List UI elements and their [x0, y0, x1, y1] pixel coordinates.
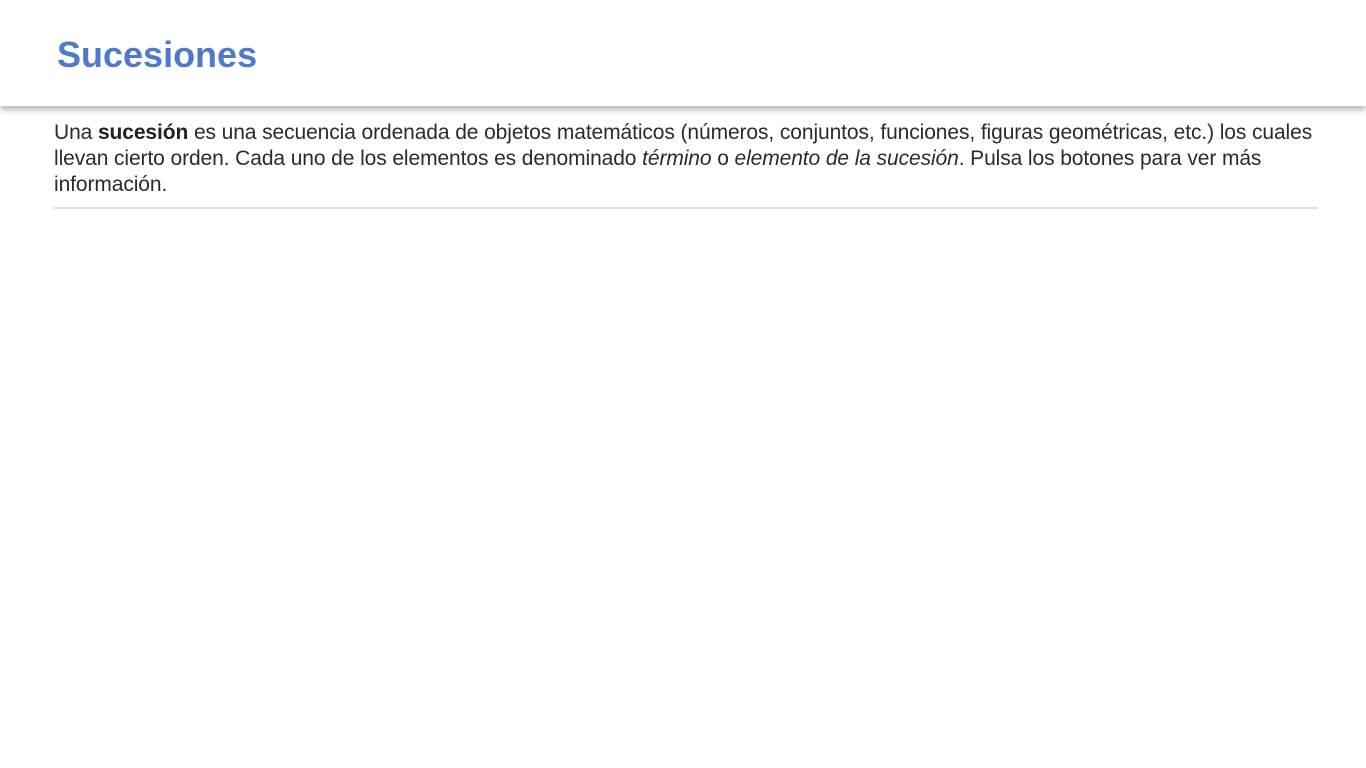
intro-middle: es una secuencia ordenada de objetos matemáticos (números, conjuntos, funciones, figuras geométricas, etc.) los cuales llevan cierto orden. Cada uno de los elementos es denominado [54, 121, 1313, 170]
intro-term-italic-elemento: elemento de la sucesión [734, 147, 959, 170]
intro-paragraph [54, 120, 1318, 209]
intro-prefix: Una [54, 121, 98, 144]
intro-connector: o [711, 147, 735, 170]
main-content [54, 120, 1318, 209]
intro-term-italic-termino: término [642, 147, 712, 170]
intro-term-bold: sucesión [97, 121, 189, 144]
page-title: Sucesiones [57, 34, 258, 75]
header-bar [0, 0, 1366, 106]
intro-suffix: . Pulsa los botones para ver más información. [54, 147, 1262, 196]
